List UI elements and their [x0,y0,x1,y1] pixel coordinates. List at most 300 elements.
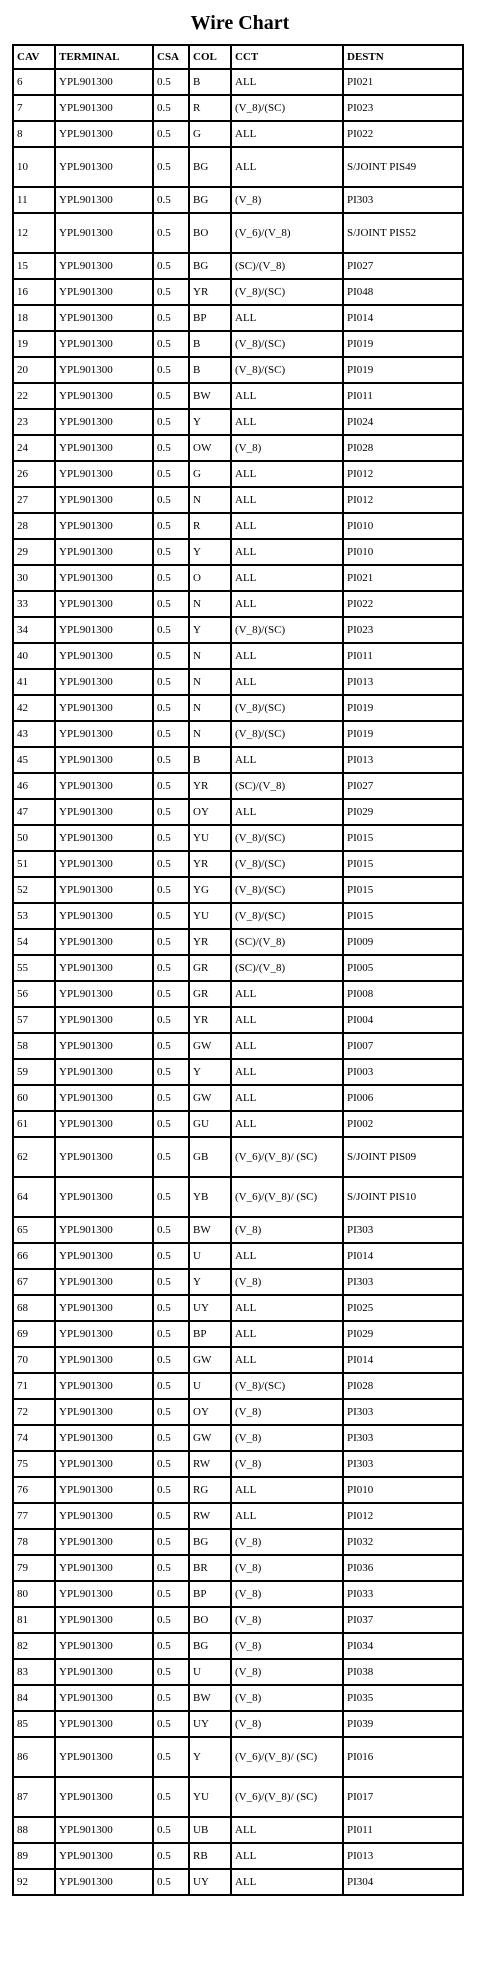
cav-cell: 57 [13,1007,55,1033]
col-cell: BW [189,1217,231,1243]
terminal-cell: YPL901300 [55,825,153,851]
col-cell: UB [189,1817,231,1843]
cav-cell: 50 [13,825,55,851]
col-cell: U [189,1243,231,1269]
table-row [13,1555,463,1581]
cct-cell: ALL [231,1295,343,1321]
csa-cell: 0.5 [153,1659,189,1685]
csa-cell: 0.5 [153,825,189,851]
destn-cell: PI022 [343,121,463,147]
cct-cell: ALL [231,1817,343,1843]
cav-cell: 34 [13,617,55,643]
destn-cell: PI013 [343,1843,463,1869]
table-row [13,1111,463,1137]
csa-cell: 0.5 [153,1321,189,1347]
table-row [13,799,463,825]
cct-cell: ALL [231,669,343,695]
csa-cell: 0.5 [153,409,189,435]
csa-cell: 0.5 [153,1555,189,1581]
csa-cell: 0.5 [153,1243,189,1269]
cct-cell: ALL [231,591,343,617]
terminal-cell: YPL901300 [55,695,153,721]
terminal-cell: YPL901300 [55,643,153,669]
col-cell: B [189,69,231,95]
cav-cell: 72 [13,1399,55,1425]
cav-cell: 85 [13,1711,55,1737]
cav-cell: 62 [13,1137,55,1177]
csa-cell: 0.5 [153,1451,189,1477]
table-row [13,643,463,669]
cct-cell: ALL [231,383,343,409]
table-row [13,1869,463,1895]
csa-cell: 0.5 [153,1607,189,1633]
cav-cell: 69 [13,1321,55,1347]
destn-cell: PI019 [343,695,463,721]
terminal-cell: YPL901300 [55,1373,153,1399]
col-cell: RB [189,1843,231,1869]
csa-cell: 0.5 [153,1217,189,1243]
destn-cell: PI021 [343,69,463,95]
cav-cell: 65 [13,1217,55,1243]
csa-cell: 0.5 [153,747,189,773]
csa-cell: 0.5 [153,147,189,187]
destn-cell: PI013 [343,747,463,773]
table-row [13,955,463,981]
destn-cell: PI012 [343,1503,463,1529]
cav-cell: 66 [13,1243,55,1269]
table-row [13,1217,463,1243]
csa-cell: 0.5 [153,695,189,721]
table-row [13,1607,463,1633]
table-row [13,747,463,773]
col-cell: BG [189,147,231,187]
table-row [13,409,463,435]
cct-cell: (V_8) [231,1581,343,1607]
destn-cell: PI025 [343,1295,463,1321]
destn-cell: PI038 [343,1659,463,1685]
table-row [13,1659,463,1685]
col-cell: Y [189,1059,231,1085]
cav-cell: 76 [13,1477,55,1503]
cav-cell: 16 [13,279,55,305]
col-cell: BG [189,187,231,213]
csa-cell: 0.5 [153,1347,189,1373]
cav-cell: 80 [13,1581,55,1607]
cct-cell: ALL [231,565,343,591]
table-row [13,1243,463,1269]
terminal-cell: YPL901300 [55,461,153,487]
terminal-cell: YPL901300 [55,409,153,435]
table-row [13,1817,463,1843]
destn-cell: PI016 [343,1737,463,1777]
terminal-cell: YPL901300 [55,1555,153,1581]
destn-cell: S/JOINT PIS52 [343,213,463,253]
col-cell: BO [189,213,231,253]
table-row [13,695,463,721]
csa-cell: 0.5 [153,487,189,513]
terminal-cell: YPL901300 [55,435,153,461]
cct-cell: (V_8) [231,1685,343,1711]
terminal-cell: YPL901300 [55,383,153,409]
cav-cell: 83 [13,1659,55,1685]
terminal-cell: YPL901300 [55,1033,153,1059]
terminal-cell: YPL901300 [55,669,153,695]
cav-cell: 18 [13,305,55,331]
table-row [13,851,463,877]
terminal-cell: YPL901300 [55,1295,153,1321]
table-row [13,877,463,903]
destn-cell: PI037 [343,1607,463,1633]
cav-cell: 8 [13,121,55,147]
destn-cell: PI017 [343,1777,463,1817]
col-cell: N [189,591,231,617]
cct-cell: (V_8)/(SC) [231,851,343,877]
cav-cell: 58 [13,1033,55,1059]
terminal-cell: YPL901300 [55,357,153,383]
cav-cell: 86 [13,1737,55,1777]
destn-cell: PI033 [343,1581,463,1607]
destn-cell: S/JOINT PIS09 [343,1137,463,1177]
col-cell: G [189,461,231,487]
cav-cell: 54 [13,929,55,955]
cav-cell: 78 [13,1529,55,1555]
table-header [13,45,463,69]
page-title: Wire Chart [190,12,290,34]
csa-cell: 0.5 [153,213,189,253]
cav-cell: 23 [13,409,55,435]
col-cell: RW [189,1503,231,1529]
cct-cell: ALL [231,409,343,435]
terminal-cell: YPL901300 [55,877,153,903]
table-row [13,773,463,799]
csa-cell: 0.5 [153,773,189,799]
col-cell: R [189,95,231,121]
destn-cell: PI015 [343,825,463,851]
cct-cell: ALL [231,1085,343,1111]
terminal-cell: YPL901300 [55,773,153,799]
col-cell: YR [189,279,231,305]
csa-cell: 0.5 [153,383,189,409]
col-cell: YR [189,851,231,877]
col-cell: YR [189,1007,231,1033]
cav-cell: 71 [13,1373,55,1399]
cct-cell: (V_8)/(SC) [231,279,343,305]
column-header-col: COL [189,45,231,69]
csa-cell: 0.5 [153,539,189,565]
column-header-csa: CSA [153,45,189,69]
col-cell: BG [189,253,231,279]
cav-cell: 79 [13,1555,55,1581]
col-cell: UY [189,1711,231,1737]
table-row [13,1581,463,1607]
destn-cell: PI002 [343,1111,463,1137]
cav-cell: 29 [13,539,55,565]
header-row [13,45,463,69]
destn-cell: PI303 [343,1425,463,1451]
terminal-cell: YPL901300 [55,1869,153,1895]
cav-cell: 22 [13,383,55,409]
destn-cell: PI003 [343,1059,463,1085]
cct-cell: ALL [231,1477,343,1503]
destn-cell: PI015 [343,877,463,903]
col-cell: YR [189,773,231,799]
destn-cell: PI014 [343,1347,463,1373]
cav-cell: 67 [13,1269,55,1295]
csa-cell: 0.5 [153,799,189,825]
csa-cell: 0.5 [153,877,189,903]
cct-cell: ALL [231,1033,343,1059]
csa-cell: 0.5 [153,1477,189,1503]
table-row [13,1007,463,1033]
terminal-cell: YPL901300 [55,1529,153,1555]
cct-cell: (SC)/(V_8) [231,253,343,279]
cav-cell: 42 [13,695,55,721]
terminal-cell: YPL901300 [55,981,153,1007]
table-row [13,1529,463,1555]
cct-cell: ALL [231,747,343,773]
terminal-cell: YPL901300 [55,1503,153,1529]
terminal-cell: YPL901300 [55,331,153,357]
col-cell: BP [189,1581,231,1607]
destn-cell: PI303 [343,187,463,213]
col-cell: B [189,357,231,383]
col-cell: GU [189,1111,231,1137]
cct-cell: ALL [231,1007,343,1033]
terminal-cell: YPL901300 [55,1633,153,1659]
table-row [13,981,463,1007]
table-row [13,1633,463,1659]
table-row [13,591,463,617]
destn-cell: PI005 [343,955,463,981]
csa-cell: 0.5 [153,461,189,487]
cct-cell: (V_8)/(SC) [231,1373,343,1399]
destn-cell: PI011 [343,643,463,669]
col-cell: UY [189,1295,231,1321]
col-cell: GB [189,1137,231,1177]
col-cell: BG [189,1529,231,1555]
table-row [13,383,463,409]
terminal-cell: YPL901300 [55,1425,153,1451]
csa-cell: 0.5 [153,721,189,747]
destn-cell: PI023 [343,95,463,121]
terminal-cell: YPL901300 [55,305,153,331]
col-cell: Y [189,1737,231,1777]
cct-cell: ALL [231,461,343,487]
table-row [13,435,463,461]
destn-cell: PI023 [343,617,463,643]
cct-cell: (V_8) [231,1425,343,1451]
destn-cell: PI029 [343,1321,463,1347]
cav-cell: 45 [13,747,55,773]
table-row [13,1777,463,1817]
destn-cell: PI015 [343,851,463,877]
csa-cell: 0.5 [153,95,189,121]
terminal-cell: YPL901300 [55,1659,153,1685]
cav-cell: 24 [13,435,55,461]
destn-cell: PI304 [343,1869,463,1895]
terminal-cell: YPL901300 [55,1581,153,1607]
csa-cell: 0.5 [153,1869,189,1895]
csa-cell: 0.5 [153,1843,189,1869]
table-row [13,1843,463,1869]
cct-cell: ALL [231,1347,343,1373]
terminal-cell: YPL901300 [55,1269,153,1295]
col-cell: N [189,721,231,747]
table-row [13,1399,463,1425]
cct-cell: (V_8)/(SC) [231,617,343,643]
terminal-cell: YPL901300 [55,487,153,513]
cct-cell: (V_6)/(V_8)/ (SC) [231,1137,343,1177]
table-row [13,721,463,747]
terminal-cell: YPL901300 [55,1007,153,1033]
cav-cell: 88 [13,1817,55,1843]
cav-cell: 53 [13,903,55,929]
cav-cell: 92 [13,1869,55,1895]
cct-cell: (V_8) [231,1711,343,1737]
destn-cell: PI048 [343,279,463,305]
table-row [13,513,463,539]
destn-cell: PI024 [343,409,463,435]
destn-cell: PI013 [343,669,463,695]
cct-cell: (V_8)/(SC) [231,695,343,721]
terminal-cell: YPL901300 [55,903,153,929]
cav-cell: 30 [13,565,55,591]
destn-cell: PI009 [343,929,463,955]
col-cell: Y [189,617,231,643]
cav-cell: 74 [13,1425,55,1451]
destn-cell: PI027 [343,773,463,799]
col-cell: B [189,331,231,357]
table-row [13,929,463,955]
cct-cell: (V_8) [231,1269,343,1295]
terminal-cell: YPL901300 [55,69,153,95]
cct-cell: ALL [231,1243,343,1269]
csa-cell: 0.5 [153,1085,189,1111]
col-cell: U [189,1373,231,1399]
csa-cell: 0.5 [153,1399,189,1425]
cct-cell: (SC)/(V_8) [231,773,343,799]
table-row [13,1059,463,1085]
destn-cell: PI011 [343,383,463,409]
terminal-cell: YPL901300 [55,1217,153,1243]
destn-cell: S/JOINT PIS10 [343,1177,463,1217]
terminal-cell: YPL901300 [55,513,153,539]
destn-cell: PI010 [343,513,463,539]
cav-cell: 55 [13,955,55,981]
cct-cell: (SC)/(V_8) [231,955,343,981]
destn-cell: PI021 [343,565,463,591]
cct-cell: ALL [231,643,343,669]
table-row [13,1425,463,1451]
col-cell: BR [189,1555,231,1581]
csa-cell: 0.5 [153,1581,189,1607]
terminal-cell: YPL901300 [55,929,153,955]
cct-cell: (V_8)/(SC) [231,721,343,747]
cct-cell: (V_6)/(V_8) [231,213,343,253]
csa-cell: 0.5 [153,851,189,877]
terminal-cell: YPL901300 [55,95,153,121]
destn-cell: PI036 [343,1555,463,1581]
csa-cell: 0.5 [153,617,189,643]
csa-cell: 0.5 [153,643,189,669]
terminal-cell: YPL901300 [55,955,153,981]
cct-cell: (V_8) [231,1217,343,1243]
terminal-cell: YPL901300 [55,1607,153,1633]
col-cell: Y [189,539,231,565]
terminal-cell: YPL901300 [55,253,153,279]
cav-cell: 75 [13,1451,55,1477]
csa-cell: 0.5 [153,1007,189,1033]
csa-cell: 0.5 [153,1685,189,1711]
csa-cell: 0.5 [153,591,189,617]
destn-cell: PI303 [343,1451,463,1477]
csa-cell: 0.5 [153,357,189,383]
terminal-cell: YPL901300 [55,1685,153,1711]
terminal-cell: YPL901300 [55,1817,153,1843]
csa-cell: 0.5 [153,1817,189,1843]
table-row [13,617,463,643]
cct-cell: (V_8)/(SC) [231,357,343,383]
csa-cell: 0.5 [153,1137,189,1177]
column-header-destn: DESTN [343,45,463,69]
cct-cell: (V_8) [231,1529,343,1555]
csa-cell: 0.5 [153,1111,189,1137]
table-row [13,1685,463,1711]
col-cell: B [189,747,231,773]
table-row [13,69,463,95]
col-cell: N [189,669,231,695]
col-cell: YR [189,929,231,955]
col-cell: YU [189,1777,231,1817]
cav-cell: 20 [13,357,55,383]
cav-cell: 81 [13,1607,55,1633]
cav-cell: 47 [13,799,55,825]
cct-cell: ALL [231,1503,343,1529]
terminal-cell: YPL901300 [55,1843,153,1869]
terminal-cell: YPL901300 [55,1347,153,1373]
terminal-cell: YPL901300 [55,147,153,187]
col-cell: GW [189,1085,231,1111]
terminal-cell: YPL901300 [55,565,153,591]
destn-cell: PI012 [343,487,463,513]
table-row [13,1451,463,1477]
destn-cell: PI010 [343,1477,463,1503]
cct-cell: (SC)/(V_8) [231,929,343,955]
destn-cell: PI015 [343,903,463,929]
col-cell: N [189,487,231,513]
cav-cell: 59 [13,1059,55,1085]
col-cell: Y [189,409,231,435]
col-cell: GR [189,955,231,981]
column-header-cct: CCT [231,45,343,69]
csa-cell: 0.5 [153,1777,189,1817]
terminal-cell: YPL901300 [55,617,153,643]
col-cell: RG [189,1477,231,1503]
cav-cell: 15 [13,253,55,279]
col-cell: GW [189,1347,231,1373]
col-cell: N [189,695,231,721]
cct-cell: (V_8)/(SC) [231,825,343,851]
cct-cell: (V_6)/(V_8)/ (SC) [231,1177,343,1217]
csa-cell: 0.5 [153,1529,189,1555]
cav-cell: 61 [13,1111,55,1137]
col-cell: BW [189,383,231,409]
cav-cell: 84 [13,1685,55,1711]
col-cell: YB [189,1177,231,1217]
csa-cell: 0.5 [153,279,189,305]
col-cell: R [189,513,231,539]
terminal-cell: YPL901300 [55,1477,153,1503]
